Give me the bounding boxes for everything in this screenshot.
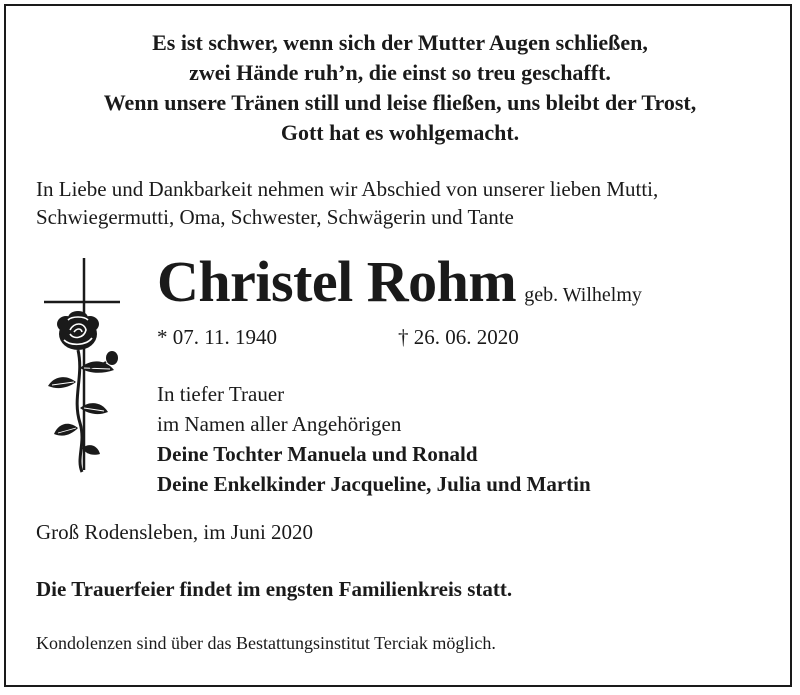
place-and-date: Groß Rodensleben, im Juni 2020: [36, 520, 314, 544]
intro-line: Schwiegermutti, Oma, Schwester, Schwägerin und Tante: [36, 205, 514, 229]
poem-line: Es ist schwer, wenn sich der Mutter Augen schließen,: [152, 30, 648, 55]
death-date: † 26. 06. 2020: [398, 325, 519, 349]
poem-line: zwei Hände ruh’n, die einst so treu geschafft.: [189, 60, 611, 85]
mourner-grandchildren: Deine Enkelkinder Jacqueline, Julia und Martin: [157, 472, 591, 496]
poem-verse: [0, 28, 800, 148]
poem-line: Gott hat es wohlgemacht.: [280, 120, 520, 145]
intro-line: In Liebe und Dankbarkeit nehmen wir Abschied von unserer lieben Mutti,: [36, 177, 659, 201]
mourner-daughter: Deine Tochter Manuela und Ronald: [157, 442, 478, 466]
ceremony-note: Die Trauerfeier findet im engsten Familienkreis statt.: [36, 577, 513, 601]
poem-line: Wenn unsere Tränen still und leise fließen, uns bleibt der Trost,: [103, 90, 697, 115]
deceased-name: Christel Rohm: [157, 249, 517, 314]
birth-date: * 07. 11. 1940: [157, 325, 277, 349]
maiden-name: geb. Wilhelmy: [524, 284, 642, 306]
condolence-note: Kondolenzen sind über das Bestattungsinstitut Terciak möglich.: [36, 633, 496, 653]
deceased-name-row: [157, 248, 642, 315]
mourning-line: In tiefer Trauer: [157, 382, 285, 406]
mourners-block: [157, 379, 591, 499]
farewell-intro: [36, 175, 658, 231]
mourning-line: im Namen aller Angehörigen: [157, 412, 402, 436]
cross-with-rose-icon: [40, 258, 128, 476]
